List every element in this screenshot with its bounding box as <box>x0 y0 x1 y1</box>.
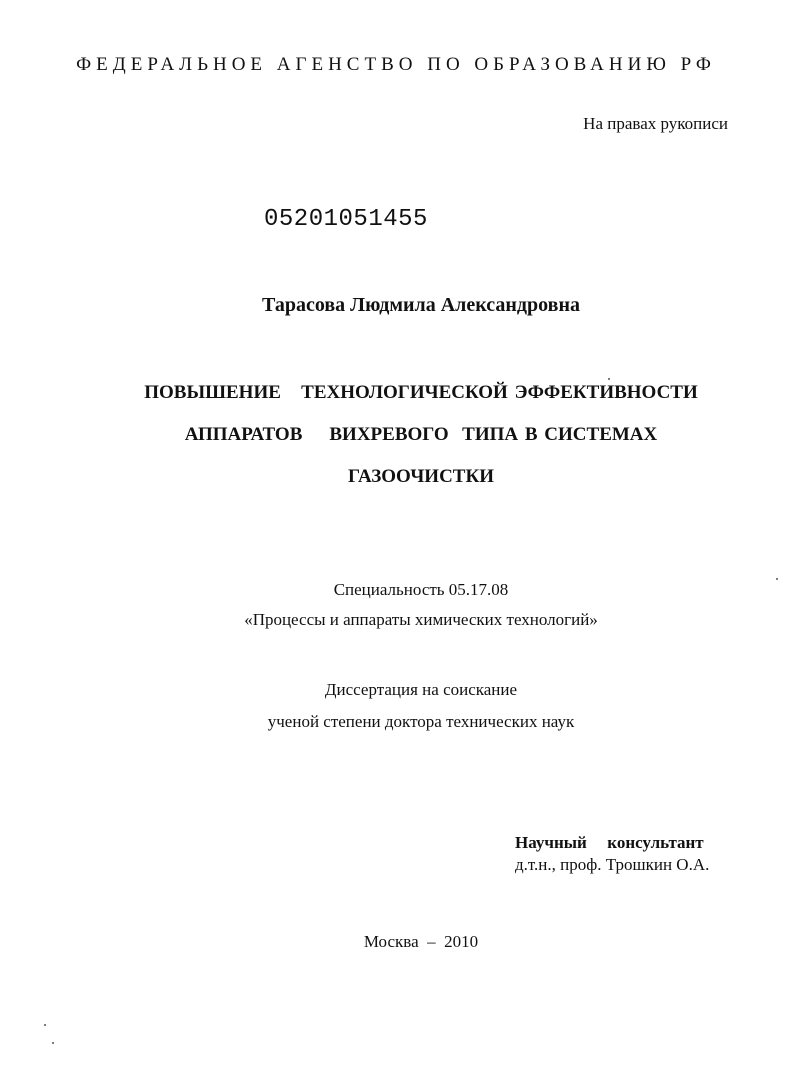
dissertation-purpose-line-2: ученой степени доктора технических наук <box>267 712 575 731</box>
dissertation-purpose-line-1: Диссертация на соискание <box>324 680 518 699</box>
author-name: Тарасова Людмила Александровна <box>262 294 580 316</box>
scan-speck <box>776 578 778 580</box>
scan-speck <box>52 1042 54 1044</box>
agency-header: ФЕДЕРАЛЬНОЕ АГЕНСТВО ПО ОБРАЗОВАНИЮ РФ <box>76 54 716 75</box>
manuscript-rights-note: На правах рукописи <box>583 114 728 133</box>
city-year: Москва – 2010 <box>363 932 479 951</box>
specialty-code: Специальность 05.17.08 <box>333 580 509 599</box>
title-line-3: ГАЗООЧИСТКИ <box>347 466 495 487</box>
catalog-number-stamp: 05201051455 <box>264 206 428 233</box>
title-line-2: АППАРАТОВ ВИХРЕВОГО ТИПА В СИСТЕМАХ <box>184 424 658 445</box>
scan-speck <box>608 378 610 380</box>
consultant-label: Научный консультант <box>515 833 704 852</box>
scan-speck <box>44 1024 46 1026</box>
title-line-1: ПОВЫШЕНИЕ ТЕХНОЛОГИЧЕСКОЙ ЭФФЕКТИВНОСТИ <box>144 382 698 403</box>
specialty-name: «Процессы и аппараты химических технологий» <box>244 610 598 629</box>
consultant-name: д.т.н., проф. Трошкин О.А. <box>515 855 710 874</box>
